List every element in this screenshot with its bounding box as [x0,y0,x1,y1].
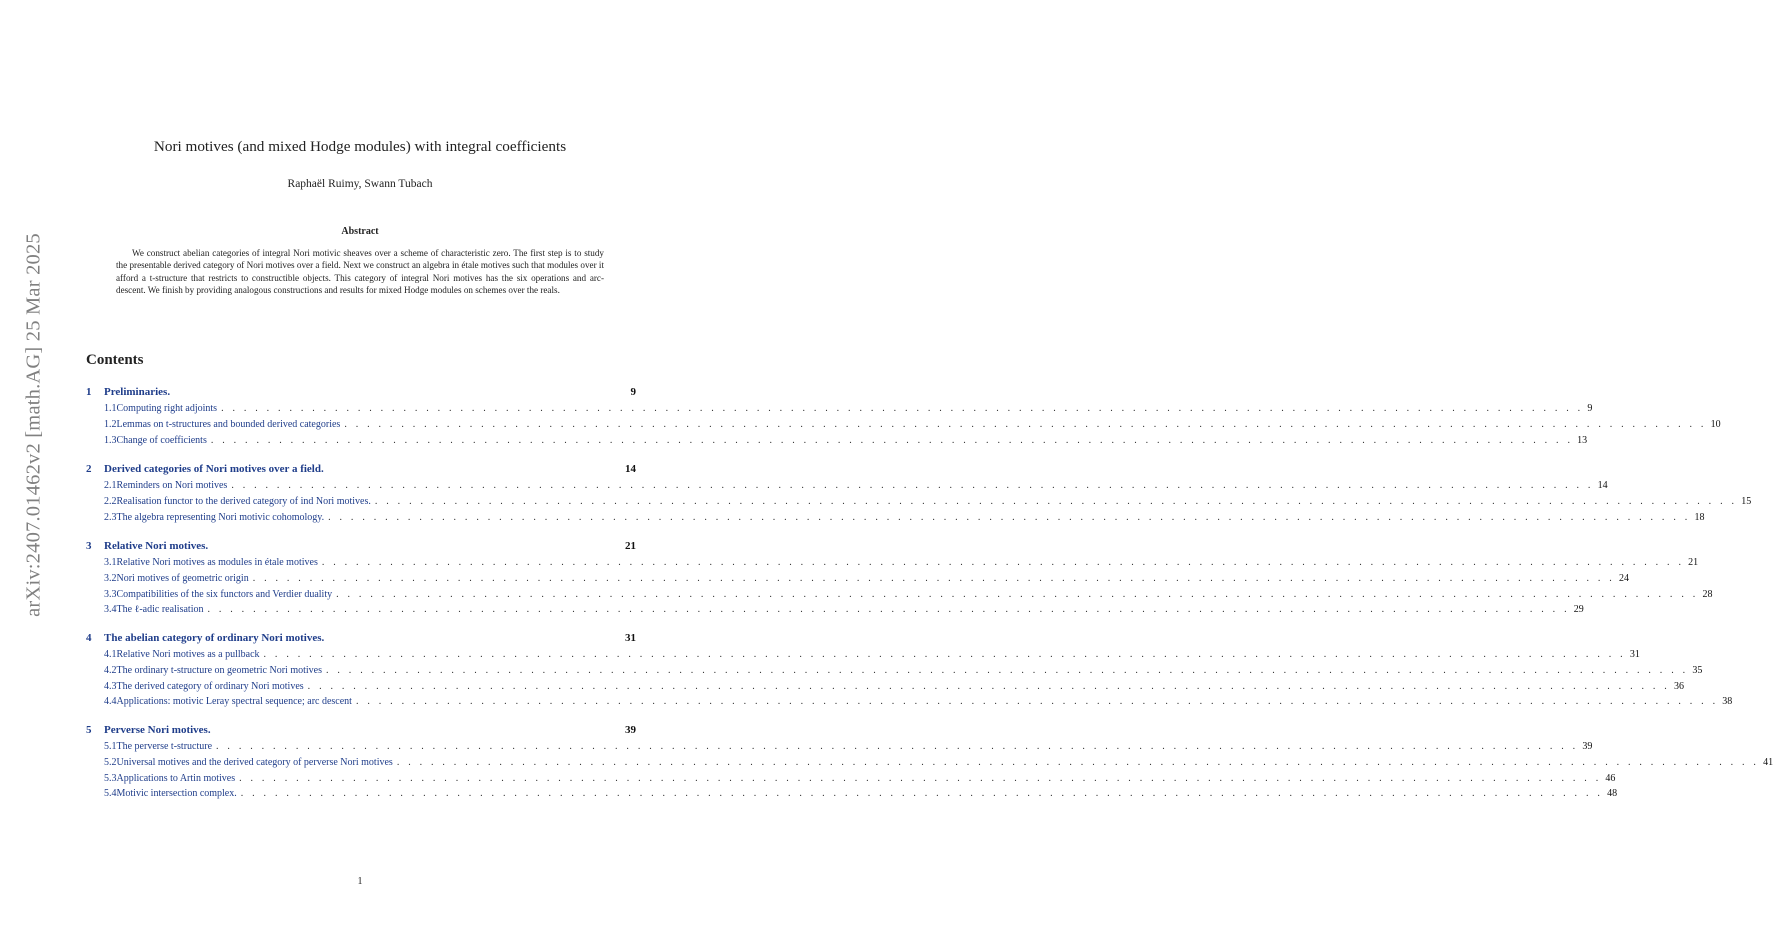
contents-heading: Contents [86,352,144,368]
toc-subsection-link[interactable]: Applications: motivic Leray spectral sequence; arc descent [116,696,352,708]
paper-title: Nori motives (and mixed Hodge modules) with integral coefficients [153,138,567,155]
toc-subsection-5-1[interactable] [104,741,1593,754]
toc-subsection-page: 24 [1619,572,1630,584]
toc-subsection-number: 3.4 [104,604,117,616]
toc-subsection-4-2[interactable] [104,664,1703,678]
toc-subsection-page: 13 [1577,434,1588,446]
arxiv-identifier-text: arXiv:2407.01462v2 [math.AG] 25 Mar 2025 [22,233,45,617]
toc-section-number: 2 [86,463,92,475]
toc-subsection-2-3[interactable] [104,511,1705,525]
toc-section-link[interactable]: Derived categories of Nori motives over a field. [104,463,324,475]
toc-section-number: 5 [86,724,92,736]
toc-section-link[interactable]: Preliminaries. [104,386,171,398]
toc-leader-dots: . . . . . . . . . . . . . . . . . . . . . . . . . . . . . . . . . . . . . . . . . . . . . . . . . . . . . . . . . . . . . . . . . . . . . . . . . . . . . . . . . . . . . . . . . . . . . . . . . . . . . . . . . . . . . . . . . . . . . . . . [336,588,1699,600]
toc-subsection-page: 48 [1607,788,1618,800]
toc-leader-dots: . . . . . . . . . . . . . . . . . . . . . . . . . . . . . . . . . . . . . . . . . . . . . . . . . . . . . . . . . . . . . . . . . . . . . . . . . . . . . . . . . . . . . . . . . . . . . . . . . . . . . . . . . . . . . . . . . . . . . . . . [355,696,1719,708]
toc-subsection-page: 39 [1582,741,1593,752]
toc-subsection-link[interactable]: The ℓ-adic realisation [116,604,204,616]
toc-leader-dots: . . . . . . . . . . . . . . . . . . . . . . . . . . . . . . . . . . . . . . . . . . . . . . . . . . . . . . . . . . . . . . . . . . . . . . . . . . . . . . . . . . . . . . . . . . . . . . . . . . . . . . . . . . . . . . . . . . . . . . . . [207,604,1570,616]
toc-leader-dots: . . . . . . . . . . . . . . . . . . . . . . . . . . . . . . . . . . . . . . . . . . . . . . . . . . . . . . . . . . . . . . . . . . . . . . . . . . . . . . . . . . . . . . . . . . . . . . . . . . . . . . . . . . . . . . . . . . . . . . . . [221,403,1584,414]
toc-section-5[interactable] [86,724,636,738]
toc-leader-dots: . . . . . . . . . . . . . . . . . . . . . . . . . . . . . . . . . . . . . . . . . . . . . . . . . . . . . . . . . . . . . . . . . . . . . . . . . . . . . . . . . . . . . . . . . . . . . . . . . . . . . . . . . . . . . . . . . . . . . . . . [239,772,1602,784]
toc-subsection-page: 9 [1587,403,1593,414]
toc-subsection-page: 21 [1688,557,1699,568]
arxiv-identifier [14,205,54,645]
toc-section-page: 14 [625,463,636,475]
toc-subsection-number: 5.3 [104,772,117,784]
toc-subsection-number: 4.4 [104,696,117,708]
toc-section-1[interactable] [86,386,636,400]
toc-subsection-link[interactable]: The derived category of ordinary Nori motives [116,680,304,692]
toc-subsection-1-2[interactable] [104,418,1721,432]
toc-subsection-link[interactable]: The perverse t-structure [116,741,213,752]
toc-subsection-link[interactable]: Universal motives and the derived category of perverse Nori motives [116,756,393,768]
toc-subsection-page: 29 [1573,604,1584,616]
toc-subsection-5-4[interactable] [104,788,1618,801]
toc-subsection-page: 14 [1597,480,1608,491]
toc-section-number: 1 [86,386,92,398]
toc-section-4[interactable] [86,632,636,646]
toc-section-page: 9 [630,386,636,398]
toc-section-number: 4 [86,632,92,644]
toc-leader-dots: . . . . . . . . . . . . . . . . . . . . . . . . . . . . . . . . . . . . . . . . . . . . . . . . . . . . . . . . . . . . . . . . . . . . . . . . . . . . . . . . . . . . . . . . . . . . . . . . . . . . . . . . . . . . . . . . . . . . . . . . [216,741,1579,752]
toc-subsection-page: 18 [1694,511,1705,523]
toc-subsection-link[interactable]: Applications to Artin motives [116,772,236,784]
toc-subsection-number: 1.1 [104,403,117,414]
toc-subsection-number: 2.3 [104,511,117,523]
abstract-text: We construct abelian categories of integral Nori motivic sheaves over a scheme of characteristic zero. The first step is to study the presentable derived category of Nori motives over a field. Next we construct an algebra in étale motives such that modules over it afford a t-structure that restricts to constructible objects. This category of integral Nori motives has the six operations and arc-descent. We finish by providing analogous constructions and results for mixed Hodge modules on schemes over the reals. [116,248,604,295]
toc-section-link[interactable]: The abelian category of ordinary Nori motives. [104,632,325,644]
toc-subsection-page: 28 [1702,588,1713,600]
toc-leader-dots: . . . . . . . . . . . . . . . . . . . . . . . . . . . . . . . . . . . . . . . . . . . . . . . . . . . . . . . . . . . . . . . . . . . . . . . . . . . . . . . . . . . . . . . . . . . . . . . . . . . . . . . . . . . . . . . . . . . . . . . . [263,649,1626,660]
abstract-heading: Abstract [341,226,379,237]
toc-subsection-2-2[interactable] [104,495,1752,509]
toc-subsection-page: 35 [1692,664,1703,676]
toc-subsection-number: 5.1 [104,741,117,752]
toc-subsection-number: 1.2 [104,418,117,430]
toc-leader-dots: . . . . . . . . . . . . . . . . . . . . . . . . . . . . . . . . . . . . . . . . . . . . . . . . . . . . . . . . . . . . . . . . . . . . . . . . . . . . . . . . . . . . . . . . . . . . . . . . . . . . . . . . . . . . . . . . . . . . . . . . [326,664,1689,676]
toc-subsection-number: 5.4 [104,788,117,800]
toc-leader-dots: . . . . . . . . . . . . . . . . . . . . . . . . . . . . . . . . . . . . . . . . . . . . . . . . . . . . . . . . . . . . . . . . . . . . . . . . . . . . . . . . . . . . . . . . . . . . . . . . . . . . . . . . . . . . . . . . . . . . . . . . [396,756,1760,768]
toc-leader-dots: . . . . . . . . . . . . . . . . . . . . . . . . . . . . . . . . . . . . . . . . . . . . . . . . . . . . . . . . . . . . . . . . . . . . . . . . . . . . . . . . . . . . . . . . . . . . . . . . . . . . . . . . . . . . . . . . . . . . . . . . [307,680,1670,692]
toc-subsection-2-1[interactable] [104,480,1608,493]
toc-leader-dots: . . . . . . . . . . . . . . . . . . . . . . . . . . . . . . . . . . . . . . . . . . . . . . . . . . . . . . . . . . . . . . . . . . . . . . . . . . . . . . . . . . . . . . . . . . . . . . . . . . . . . . . . . . . . . . . . . . . . . . . . [321,557,1685,568]
toc-section-3[interactable] [86,540,636,554]
toc-subsection-number: 1.3 [104,434,117,446]
toc-section-link[interactable]: Perverse Nori motives. [104,724,211,736]
toc-leader-dots: . . . . . . . . . . . . . . . . . . . . . . . . . . . . . . . . . . . . . . . . . . . . . . . . . . . . . . . . . . . . . . . . . . . . . . . . . . . . . . . . . . . . . . . . . . . . . . . . . . . . . . . . . . . . . . . . . . . . . . . . [240,788,1604,800]
toc-section-link[interactable]: Relative Nori motives. [104,540,209,552]
toc-subsection-link[interactable]: Lemmas on t-structures and bounded derived categories [116,418,341,430]
toc-subsection-page: 41 [1763,756,1773,768]
toc-subsection-4-3[interactable] [104,680,1684,694]
toc-leader-dots: . . . . . . . . . . . . . . . . . . . . . . . . . . . . . . . . . . . . . . . . . . . . . . . . . . . . . . . . . . . . . . . . . . . . . . . . . . . . . . . . . . . . . . . . . . . . . . . . . . . . . . . . . . . . . . . . . . . . . . . . [210,434,1574,446]
toc-subsection-1-3[interactable] [104,434,1588,448]
toc-subsection-page: 46 [1605,772,1616,784]
toc-subsection-link[interactable]: Relative Nori motives as a pullback [116,649,260,660]
toc-subsection-link[interactable]: Change of coefficients [116,434,207,446]
toc-subsection-5-2[interactable] [104,756,1773,770]
toc-subsection-page: 10 [1710,418,1721,430]
toc-section-page: 39 [625,724,636,736]
toc-subsection-link[interactable]: Nori motives of geometric origin [116,572,249,584]
toc-subsection-number: 3.2 [104,572,117,584]
toc-subsection-3-3[interactable] [104,588,1713,602]
toc-leader-dots: . . . . . . . . . . . . . . . . . . . . . . . . . . . . . . . . . . . . . . . . . . . . . . . . . . . . . . . . . . . . . . . . . . . . . . . . . . . . . . . . . . . . . . . . . . . . . . . . . . . . . . . . . . . . . . . . . . . . . . . . [231,480,1594,491]
toc-subsection-page: 31 [1629,649,1640,660]
toc-subsection-link[interactable]: Computing right adjoints [116,403,218,414]
toc-subsection-number: 4.2 [104,664,117,676]
toc-subsection-link[interactable]: Relative Nori motives as modules in étale motives [116,557,318,568]
toc-subsection-number: 2.1 [104,480,117,491]
toc-subsection-5-3[interactable] [104,772,1616,786]
toc-section-number: 3 [86,540,92,552]
toc-subsection-page: 36 [1673,680,1684,692]
toc-subsection-link[interactable]: The algebra representing Nori motivic cohomology. [116,511,325,523]
toc-subsection-link[interactable]: Compatibilities of the six functors and Verdier duality [116,588,333,600]
toc-subsection-number: 5.2 [104,756,117,768]
page-number: 1 [357,876,363,887]
toc-leader-dots: . . . . . . . . . . . . . . . . . . . . . . . . . . . . . . . . . . . . . . . . . . . . . . . . . . . . . . . . . . . . . . . . . . . . . . . . . . . . . . . . . . . . . . . . . . . . . . . . . . . . . . . . . . . . . . . . . . . . . . . . [252,572,1616,584]
toc-leader-dots: . . . . . . . . . . . . . . . . . . . . . . . . . . . . . . . . . . . . . . . . . . . . . . . . . . . . . . . . . . . . . . . . . . . . . . . . . . . . . . . . . . . . . . . . . . . . . . . . . . . . . . . . . . . . . . . . . . . . . . . . [328,511,1691,523]
paper-authors: Raphaël Ruimy, Swann Tubach [287,178,433,190]
toc-leader-dots: . . . . . . . . . . . . . . . . . . . . . . . . . . . . . . . . . . . . . . . . . . . . . . . . . . . . . . . . . . . . . . . . . . . . . . . . . . . . . . . . . . . . . . . . . . . . . . . . . . . . . . . . . . . . . . . . . . . . . . . . [374,495,1738,507]
toc-subsection-number: 2.2 [104,495,117,507]
toc-subsection-3-4[interactable] [104,604,1584,617]
toc-subsection-4-4[interactable] [104,696,1733,709]
toc-subsection-3-2[interactable] [104,572,1630,586]
toc-subsection-page: 15 [1741,495,1752,507]
toc-subsection-3-1[interactable] [104,557,1699,570]
toc-subsection-number: 3.3 [104,588,117,600]
toc-subsection-number: 4.1 [104,649,117,660]
toc-section-2[interactable] [86,463,636,477]
toc-subsection-page: 38 [1722,696,1733,708]
toc-section-page: 21 [625,540,636,552]
toc-subsection-link[interactable]: Reminders on Nori motives [116,480,228,491]
toc-subsection-1-1[interactable] [104,403,1593,416]
toc-leader-dots: . . . . . . . . . . . . . . . . . . . . . . . . . . . . . . . . . . . . . . . . . . . . . . . . . . . . . . . . . . . . . . . . . . . . . . . . . . . . . . . . . . . . . . . . . . . . . . . . . . . . . . . . . . . . . . . . . . . . . . . . [344,418,1707,430]
toc-subsection-link[interactable]: The ordinary t-structure on geometric Nori motives [116,664,322,676]
toc-subsection-number: 4.3 [104,680,117,692]
toc-section-page: 31 [625,632,636,644]
toc-subsection-link[interactable]: Motivic intersection complex. [116,788,237,800]
toc-subsection-4-1[interactable] [104,649,1640,662]
toc-subsection-number: 3.1 [104,557,117,568]
toc-subsection-link[interactable]: Realisation functor to the derived category of ind Nori motives. [116,495,371,507]
